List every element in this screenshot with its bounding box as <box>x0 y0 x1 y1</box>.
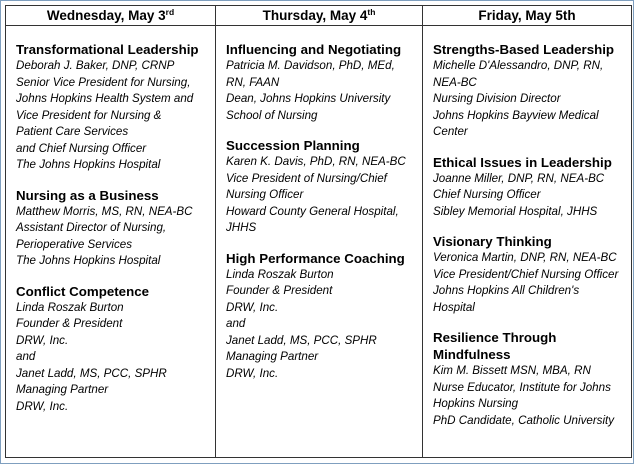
speaker-line: Perioperative Services <box>16 237 132 251</box>
speaker-line: Founder & President <box>226 284 333 297</box>
speaker-line: The Johns Hopkins Hospital <box>16 254 161 267</box>
speaker-line: DRW, Inc. <box>226 366 279 380</box>
session-block <box>16 187 215 270</box>
speaker-line: PhD Candidate, Catholic University <box>433 413 615 427</box>
speaker-line: Patricia M. Davidson, PhD, MEd, <box>226 59 395 72</box>
sessions-row <box>6 26 632 458</box>
speaker-line: Nursing Officer <box>226 188 304 201</box>
speaker-line: Nurse Educator, Institute for Johns <box>433 380 611 394</box>
speaker-line: Senior Vice President for Nursing, <box>16 75 191 89</box>
day-column-friday <box>423 26 632 458</box>
speaker-line: Sibley Memorial Hospital, JHHS <box>433 204 598 218</box>
session-block <box>433 154 631 221</box>
session-block <box>16 283 215 416</box>
session-title: Ethical Issues in Leadership <box>433 154 612 170</box>
speaker-line: Hopkins Nursing <box>433 397 519 410</box>
speaker-line: Michelle D'Alessandro, DNP, RN, <box>433 59 604 72</box>
speaker-line: Karen K. Davis, PhD, RN, NEA-BC <box>226 155 406 168</box>
speaker-line: DRW, Inc. <box>226 300 279 314</box>
session-title: Mindfulness <box>433 347 511 362</box>
session-title: Transformational Leadership <box>16 42 199 57</box>
speaker-line: Hospital <box>433 300 475 314</box>
day-label-suffix: th <box>367 7 376 17</box>
day-label-suffix: rd <box>165 7 175 17</box>
session-block <box>433 233 631 316</box>
speaker-line: DRW, Inc. <box>16 399 69 413</box>
speaker-line: Nursing Division Director <box>433 92 561 105</box>
speaker-line: Dean, Johns Hopkins University <box>226 92 391 105</box>
speaker-line: and Chief Nursing Officer <box>16 141 147 155</box>
speaker-line: Chief Nursing Officer <box>433 188 541 201</box>
speaker-line: Johns Hopkins Health System and <box>16 92 194 105</box>
session-block <box>433 329 631 429</box>
session-block <box>16 41 215 174</box>
speaker-line: Joanne Miller, DNP, RN, NEA-BC <box>433 171 605 185</box>
header-row <box>6 6 632 26</box>
speaker-line: Kim M. Bissett MSN, MBA, RN <box>433 364 591 377</box>
speaker-line: Founder & President <box>16 317 123 330</box>
speaker-line: Managing Partner <box>16 383 109 396</box>
speaker-line: Managing Partner <box>226 350 319 363</box>
speaker-line: Janet Ladd, MS, PCC, SPHR <box>16 366 167 380</box>
speaker-line: and <box>16 350 36 363</box>
speaker-line: Matthew Morris, MS, RN, NEA-BC <box>16 204 193 218</box>
day-header-friday <box>423 6 632 26</box>
day-column-wednesday <box>6 26 216 458</box>
speaker-line: Johns Hopkins All Children's <box>433 284 580 297</box>
speaker-line: Linda Roszak Burton <box>226 267 334 281</box>
day-label: Wednesday, May 3 <box>46 8 166 23</box>
session-title: Strengths-Based Leadership <box>433 42 615 57</box>
day-column-thursday <box>216 26 423 458</box>
speaker-line: and <box>226 317 246 330</box>
day-header-wednesday <box>6 6 216 26</box>
schedule-table <box>5 5 632 458</box>
speaker-line: Deborah J. Baker, DNP, CRNP <box>16 59 175 72</box>
speaker-line: School of Nursing <box>226 108 318 122</box>
speaker-line: Johns Hopkins Bayview Medical <box>433 108 599 122</box>
session-block <box>433 41 631 141</box>
session-title: Resilience Through <box>433 330 557 345</box>
speaker-line: NEA-BC <box>433 75 477 89</box>
speaker-line: Veronica Martin, DNP, RN, NEA-BC <box>433 251 617 264</box>
speaker-line: Patient Care Services <box>16 125 129 138</box>
session-title: High Performance Coaching <box>226 250 405 266</box>
day-label: Thursday, May 4 <box>262 8 368 23</box>
speaker-line: JHHS <box>226 221 257 234</box>
session-title: Conflict Competence <box>16 283 149 299</box>
session-block <box>226 137 422 237</box>
speaker-line: The Johns Hopkins Hospital <box>16 158 161 171</box>
speaker-line: Vice President of Nursing/Chief <box>226 171 387 185</box>
speaker-line: RN, FAAN <box>226 75 280 89</box>
speaker-line: DRW, Inc. <box>16 333 69 347</box>
session-title: Visionary Thinking <box>433 234 552 249</box>
speaker-line: Vice President/Chief Nursing Officer <box>433 267 619 281</box>
session-block <box>226 41 422 124</box>
speaker-line: Assistant Director of Nursing, <box>16 221 167 234</box>
day-header-thursday <box>216 6 423 26</box>
session-title: Succession Planning <box>226 138 360 153</box>
speaker-line: Howard County General Hospital, <box>226 204 399 218</box>
session-block <box>226 250 422 383</box>
day-label: Friday, May 5th <box>478 8 576 23</box>
speaker-line: Linda Roszak Burton <box>16 300 124 314</box>
session-title: Influencing and Negotiating <box>226 42 402 57</box>
speaker-line: Janet Ladd, MS, PCC, SPHR <box>226 333 377 347</box>
speaker-line: Vice President for Nursing & <box>16 108 162 122</box>
speaker-line: Center <box>433 125 468 138</box>
session-title: Nursing as a Business <box>16 187 159 203</box>
